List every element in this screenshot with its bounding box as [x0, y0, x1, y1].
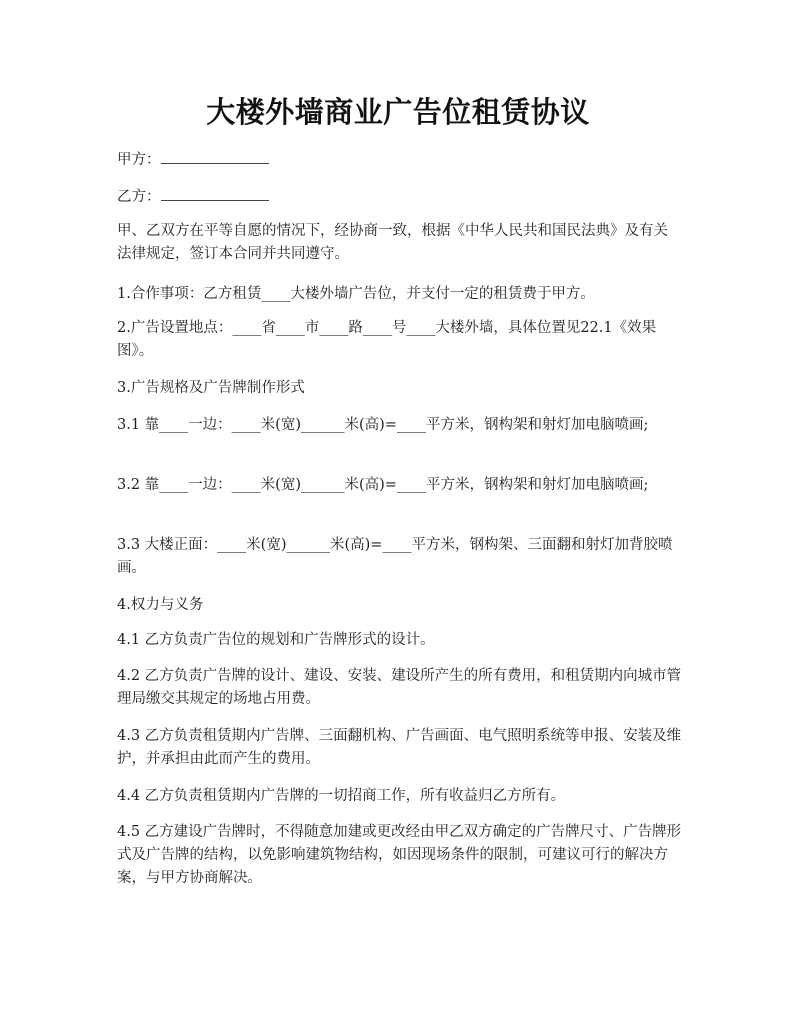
clause-1: 1.合作事项：乙方租赁____大楼外墙广告位，并支付一定的租赁费于甲方。 [117, 286, 595, 302]
clause-4-3: 4.3 乙方负责租赁期内广告牌、三面翻机构、广告画面、电气照明系统等申报、安装及维护，并承担由此而产生的费用。 [117, 728, 682, 767]
clause-3-3: 3.3 大楼正面：____米(宽)______米(高)=____平方米，钢构架、三面翻和射灯加背胶喷画。 [117, 537, 673, 576]
clause-4-heading: 4.权力与义务 [117, 597, 204, 613]
clause-4-4: 4.4 乙方负责租赁期内广告牌的一切招商工作，所有收益归乙方所有。 [117, 788, 566, 804]
party-b-blank [161, 186, 269, 201]
clause-4-5: 4.5 乙方建设广告牌时，不得随意加建或更改经由甲乙双方确定的广告牌尺寸、广告牌形式及广告牌的结构，以免影响建筑物结构，如因现场条件的限制，可建议可行的解决方案，与甲方协商解决。 [117, 824, 682, 886]
document-title: 大楼外墙商业广告位租赁协议 [206, 95, 590, 129]
party-a-line [117, 149, 682, 172]
party-b-label: 乙方： [117, 189, 161, 205]
party-b-line [117, 186, 682, 209]
party-a-label: 甲方： [117, 152, 161, 168]
clause-3-1: 3.1 靠____一边：____米(宽)______米(高)=____平方米，钢构架和射灯加电脑喷画; [117, 417, 649, 433]
clause-4-1: 4.1 乙方负责广告位的规划和广告牌形式的设计。 [117, 632, 435, 648]
clause-3-2: 3.2 靠____一边：____米(宽)______米(高)=____平方米，钢构架和射灯加电脑喷画; [117, 477, 649, 493]
clause-4-2: 4.2 乙方负责广告牌的设计、建设、安装、建设所产生的所有费用，和租赁期内向城市管理局缴交其规定的场地占用费。 [117, 668, 682, 707]
clause-2: 2.广告设置地点：____省____市____路____号____大楼外墙，具体位置见22.1《效果图》。 [117, 320, 657, 359]
clause-3-heading: 3.广告规格及广告牌制作形式 [117, 380, 305, 396]
party-a-blank [161, 149, 269, 164]
intro-paragraph: 甲、乙双方在平等自愿的情况下，经协商一致，根据《中华人民共和国民法典》及有关法律规定，签订本合同并共同遵守。 [117, 223, 668, 262]
